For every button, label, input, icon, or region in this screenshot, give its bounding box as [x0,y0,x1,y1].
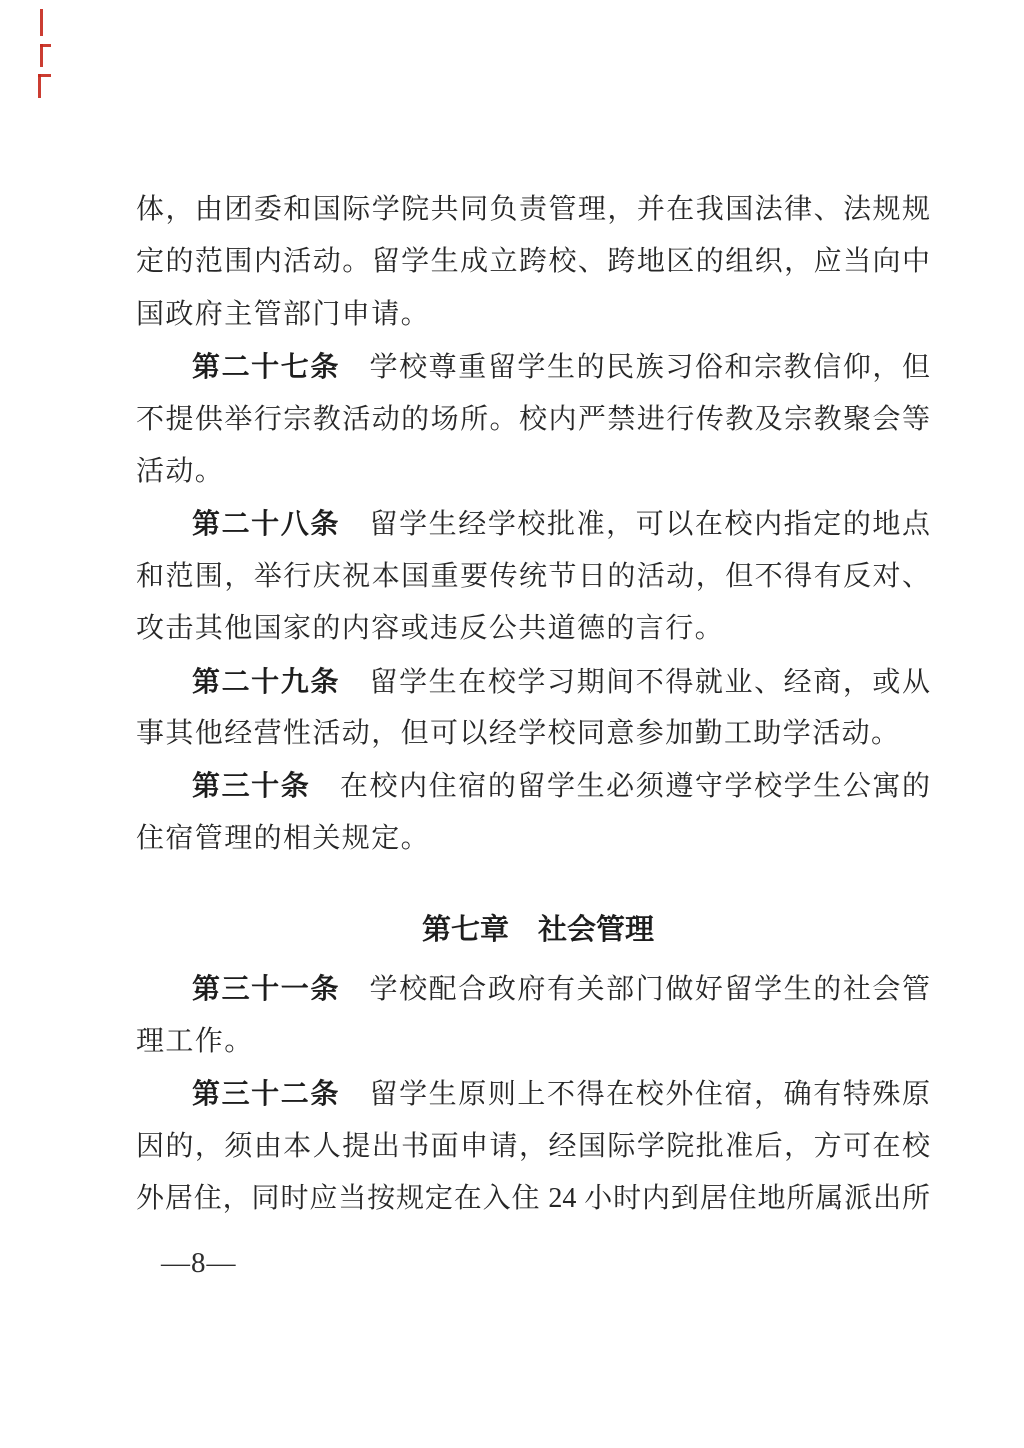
article-number: 第三十二条 [192,1078,340,1110]
article-number: 第三十一条 [192,973,340,1005]
chapter-heading: 第七章 社会管理 [421,914,654,947]
text-line [136,1016,930,1068]
line-text: 不提供举行宗教活动的场所。校内严禁进行传教及宗教聚会等 [136,403,930,435]
text-line [136,551,930,603]
text-line [136,394,930,446]
line-text: 住宿管理的相关规定。 [136,822,431,854]
text-line [136,813,930,865]
text-line [136,760,930,812]
red-margin-marks [36,6,60,102]
red-mark-stroke [40,44,43,67]
line-text: 留学生原则上不得在校外住宿，确有特殊原 [339,1079,930,1111]
text-line [136,446,930,498]
line-text: 在校内住宿的留学生必须遵守学校学生公寓的 [310,771,930,803]
text-line [136,656,930,708]
line-text: 和范围，举行庆祝本国重要传统节日的活动，但不得有反对、 [136,560,930,592]
text-line [136,708,930,760]
text-column [136,184,930,1225]
red-mark-stroke [40,44,51,47]
article-number: 第三十条 [192,770,311,802]
text-line [136,184,930,236]
text-line [136,963,930,1015]
line-text: 学校配合政府有关部门做好留学生的社会管 [339,974,930,1006]
text-line [136,236,930,288]
text-line [136,603,930,655]
text-line [136,1173,930,1225]
text-line [136,1121,930,1173]
line-text: 定的范围内活动。留学生成立跨校、跨地区的组织，应当向中 [136,246,930,278]
text-line [136,498,930,550]
text-line [136,341,930,393]
line-text: 留学生在校学习期间不得就业、经商，或从 [339,666,930,698]
article-number: 第二十七条 [192,351,340,383]
red-mark-stroke [38,74,51,77]
red-mark-stroke [40,9,43,36]
article-number: 第二十九条 [192,665,340,697]
article-number: 第二十八条 [192,508,340,540]
line-text: 活动。 [136,455,225,487]
line-text: 事其他经营性活动，但可以经学校同意参加勤工助学活动。 [136,717,901,749]
line-text: 国政府主管部门申请。 [136,298,431,330]
text-line [136,289,930,341]
line-text: 因的，须由本人提出书面申请，经国际学院批准后，方可在校 [136,1130,930,1162]
line-text: 学校尊重留学生的民族习俗和宗教信仰，但 [339,352,930,384]
line-text: 外居住，同时应当按规定在入住 24 小时内到居住地所属派出所 [136,1183,930,1215]
page-number: —8— [161,1247,237,1279]
red-mark-stroke [38,74,41,98]
line-text: 理工作。 [136,1025,254,1057]
line-text: 留学生经学校批准，可以在校内指定的地点 [339,509,930,541]
line-text: 体，由团委和国际学院共同负责管理，并在我国法律、法规规 [136,194,930,225]
line-text: 攻击其他国家的内容或违反公共道德的言行。 [136,613,725,645]
text-line [136,1068,930,1120]
